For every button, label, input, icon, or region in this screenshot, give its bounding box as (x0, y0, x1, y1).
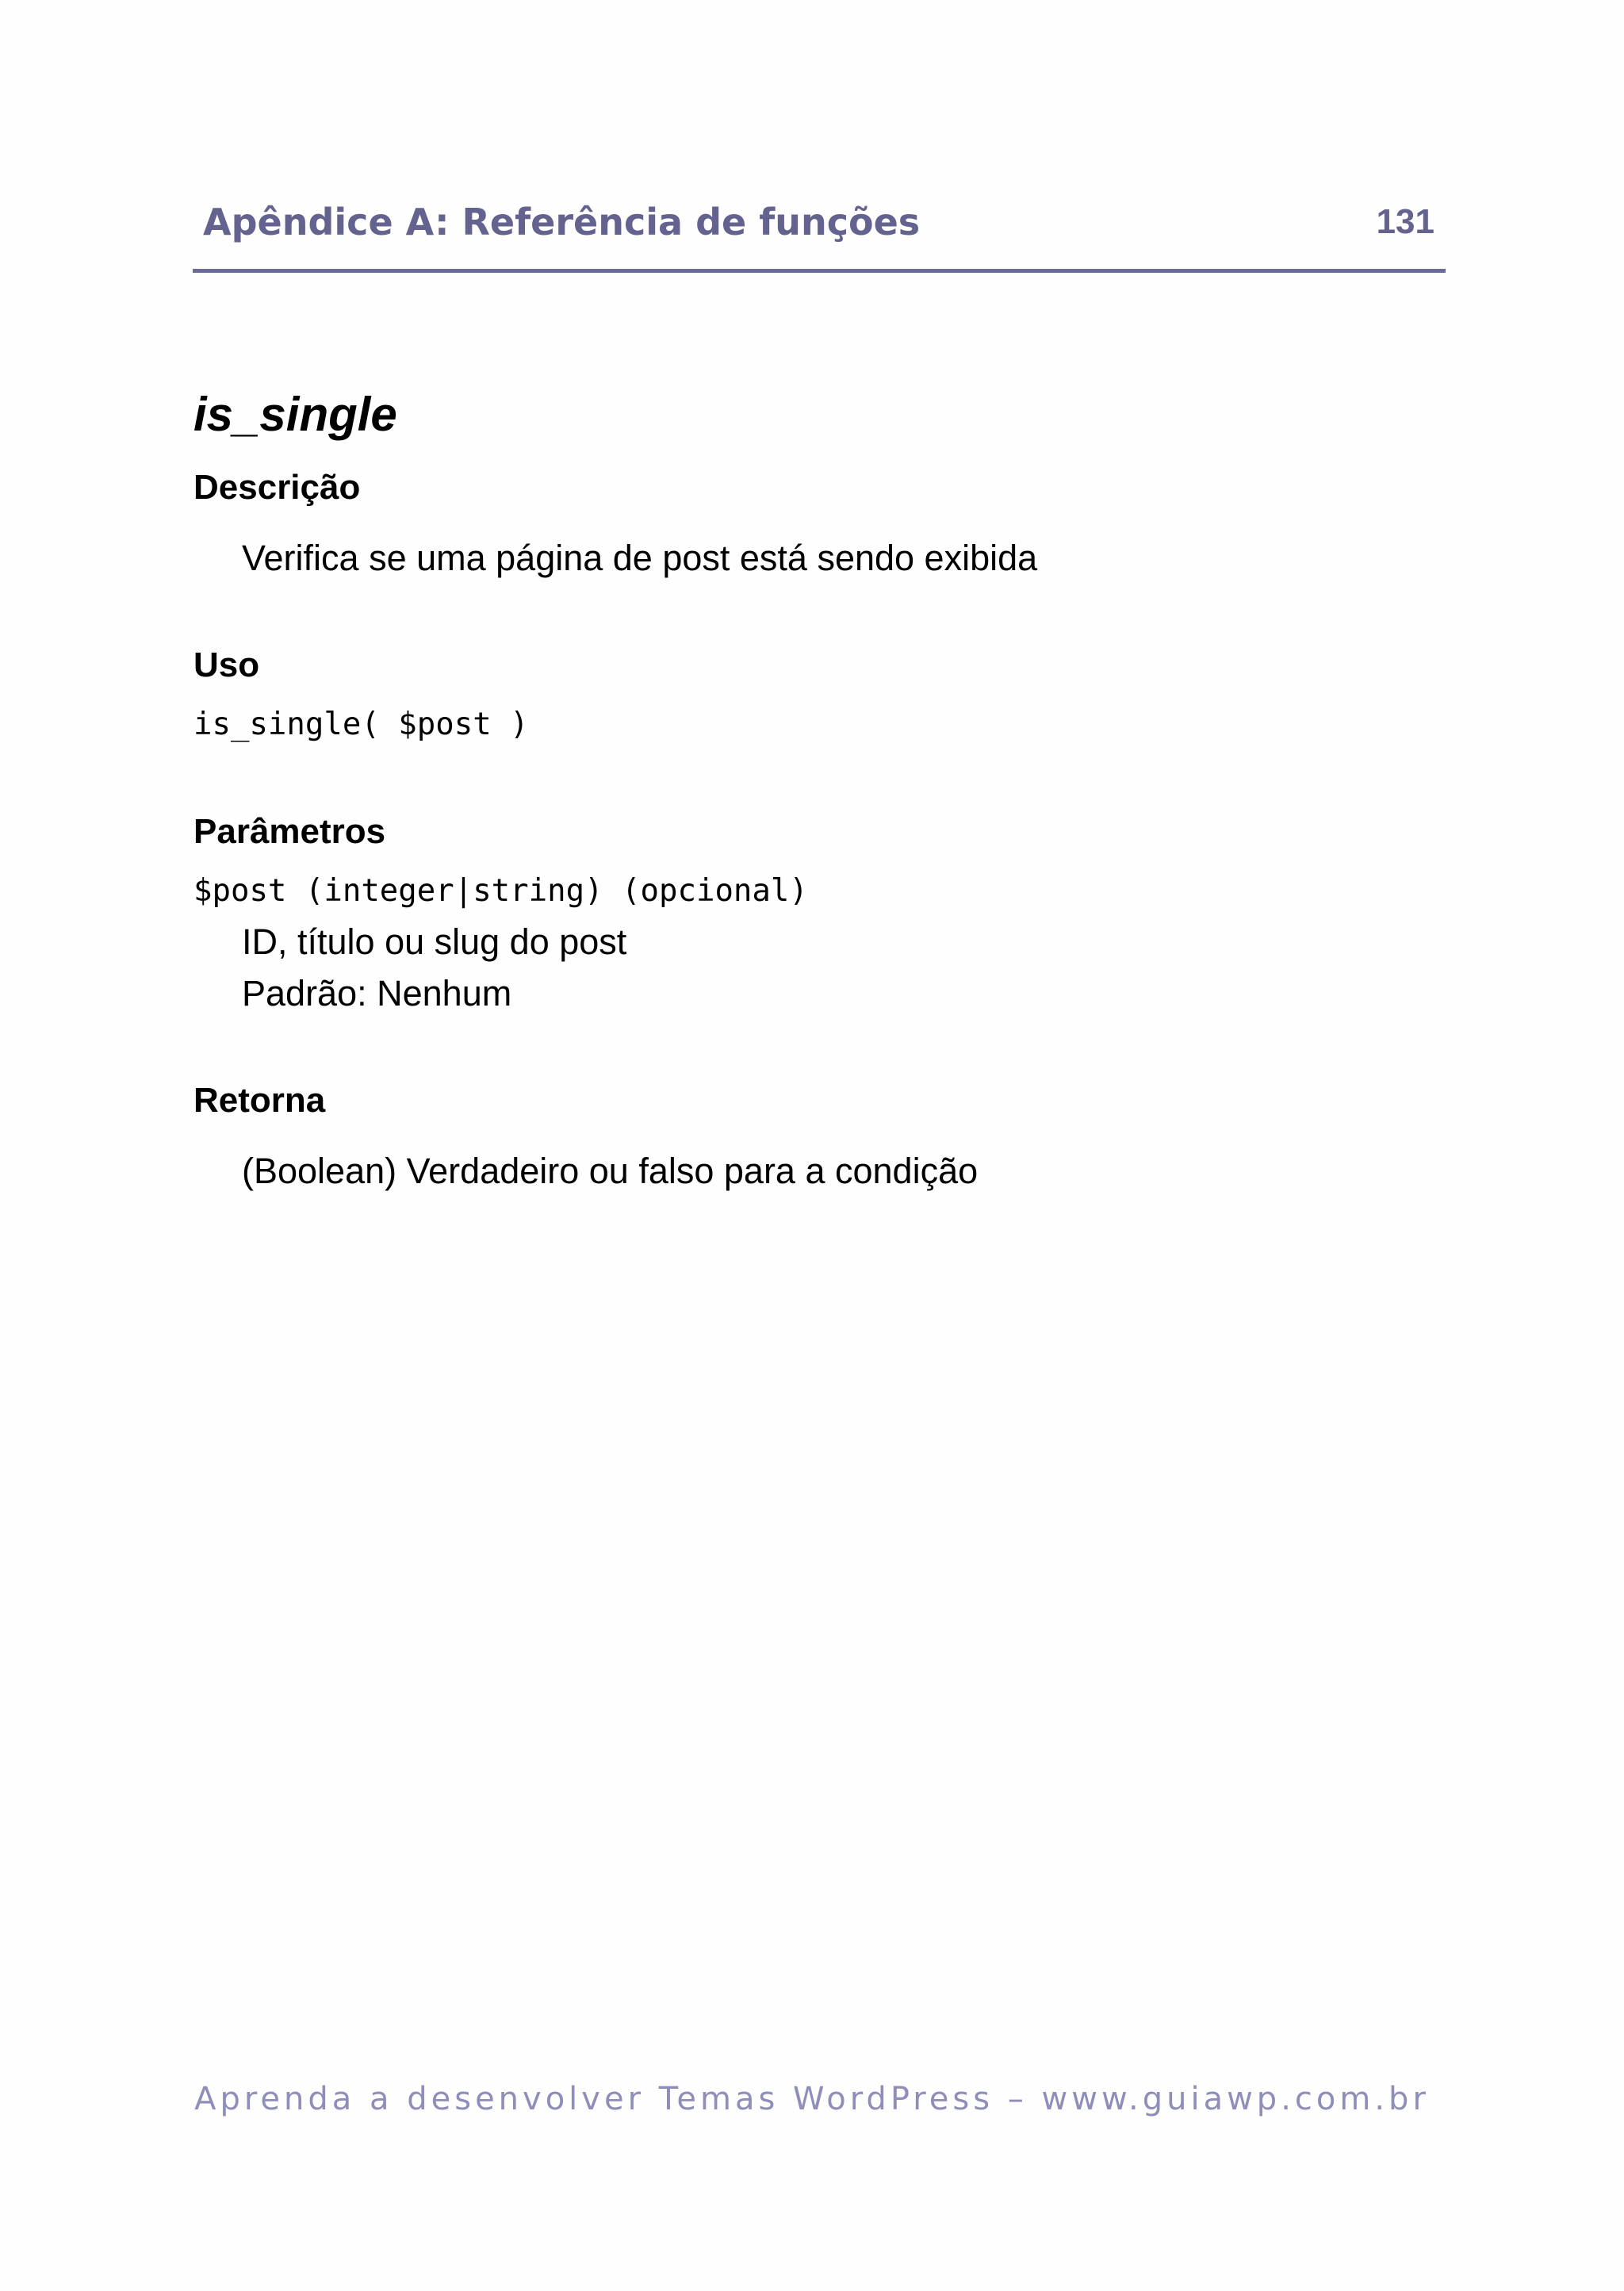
returns-text: (Boolean) Verdadeiro ou falso para a condição (242, 1151, 979, 1191)
returns-heading: Retorna (193, 1081, 326, 1120)
parameter-description: ID, título ou slug do post (242, 921, 627, 962)
chapter-title: Apêndice A: Referência de funções (203, 201, 921, 243)
usage-heading: Uso (193, 646, 260, 684)
page-footer: Aprenda a desenvolver Temas WordPress – www.guiawp.com.br (194, 2081, 1430, 2117)
page-header (193, 186, 1446, 275)
function-name-heading: is_single (193, 388, 397, 441)
usage-code: is_single( $post ) (193, 707, 529, 742)
description-heading: Descrição (193, 468, 361, 507)
header-divider (193, 269, 1446, 273)
parameter-default: Padrão: Nenhum (242, 973, 512, 1013)
page-number: 131 (1376, 202, 1434, 241)
parameter-signature: $post (integer|string) (opcional) (193, 873, 808, 909)
parameters-heading: Parâmetros (193, 812, 386, 851)
description-text: Verifica se uma página de post está sendo exibida (242, 538, 1038, 578)
